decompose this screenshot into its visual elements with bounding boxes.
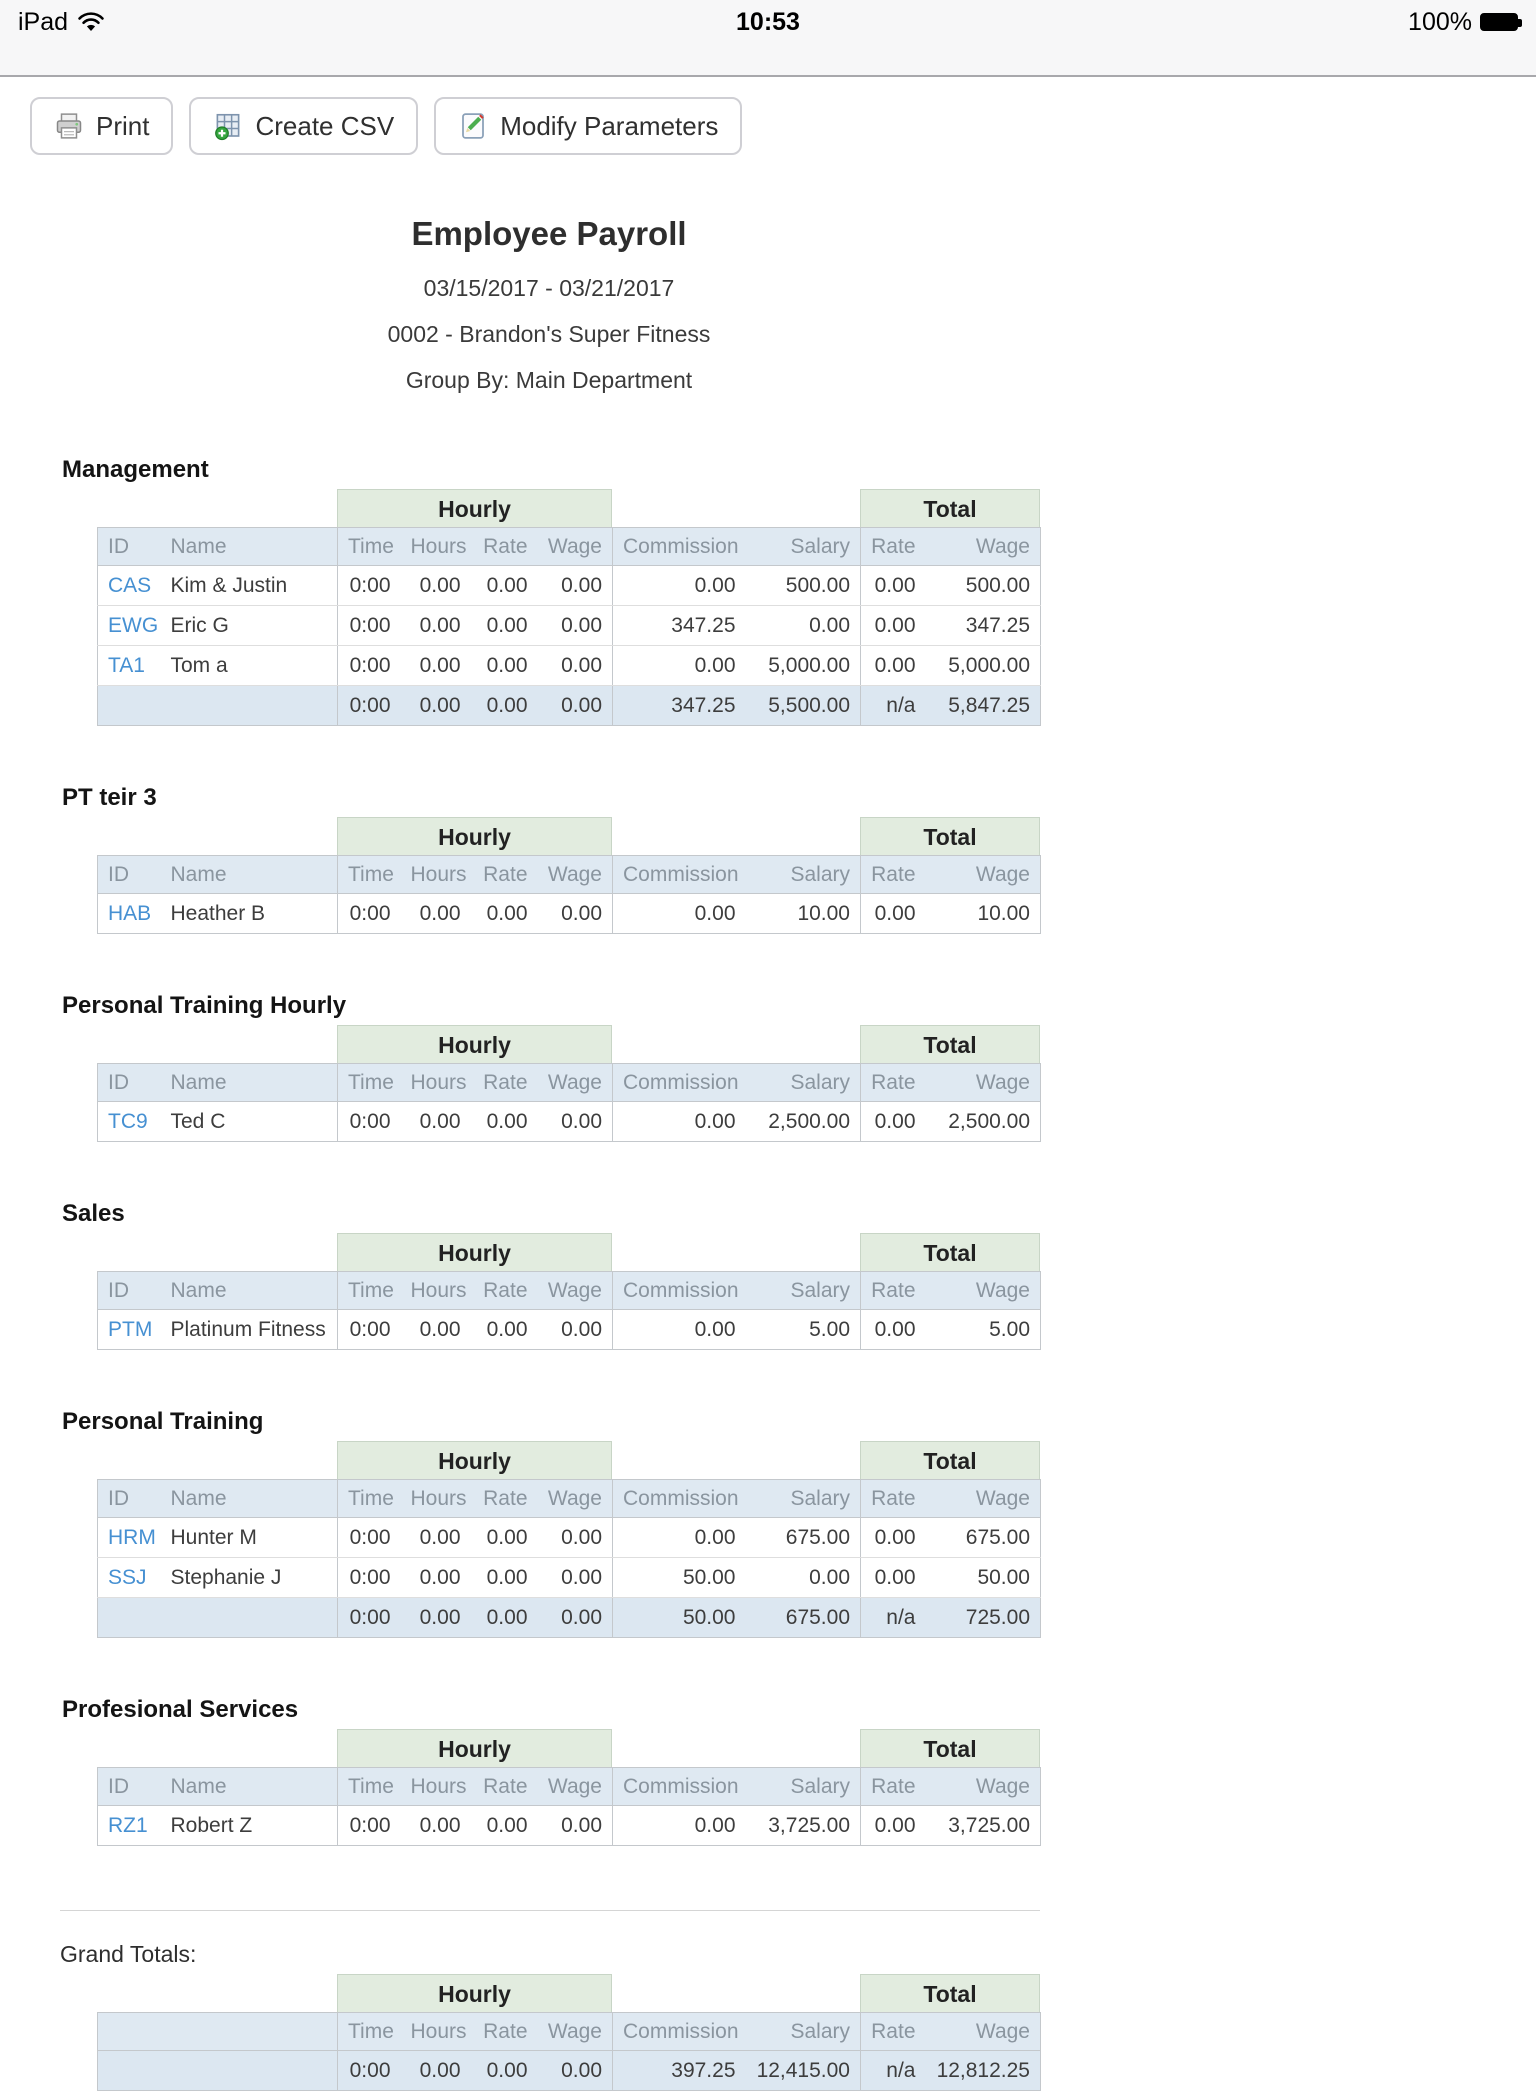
cell: 10.00 [926, 894, 1041, 934]
column-header: Salary [746, 1480, 861, 1518]
table-row [98, 1558, 1041, 1598]
print-button-label: Print [96, 110, 150, 141]
table-row [98, 646, 1041, 686]
cell: 5.00 [926, 1310, 1041, 1350]
cell: 0.00 [861, 1310, 926, 1350]
hourly-group-header: Hourly [337, 817, 612, 855]
cell: Platinum Fitness [161, 1310, 338, 1350]
group-header-band [97, 1025, 1040, 1063]
totals-row [98, 686, 1041, 726]
cell: 0.00 [471, 686, 538, 726]
modify-parameters-button[interactable] [434, 97, 742, 155]
section-title: Profesional Services [62, 1696, 299, 1723]
cell: 0:00 [338, 894, 401, 934]
cell: n/a [861, 1598, 926, 1638]
column-header: Time [338, 528, 401, 566]
cell: 0.00 [401, 894, 471, 934]
cell: 0.00 [861, 566, 926, 606]
cell: 0.00 [401, 606, 471, 646]
department-sections [60, 456, 1040, 1846]
cell: 0.00 [746, 1558, 861, 1598]
column-header: Hours [401, 1272, 471, 1310]
report-location: 0002 - Brandon's Super Fitness [387, 321, 711, 347]
column-header: Rate [471, 856, 538, 894]
cell: 500.00 [926, 566, 1041, 606]
column-header: Salary [746, 1272, 861, 1310]
cell: 675.00 [746, 1598, 861, 1638]
report-date-range: 03/15/2017 - 03/21/2017 [423, 275, 675, 301]
payroll-table [97, 855, 1041, 934]
column-header: ID [98, 856, 161, 894]
group-header-band [97, 489, 1040, 527]
grand-totals-divider [60, 1910, 1040, 1911]
battery-percent: 100% [1408, 7, 1472, 36]
column-header: ID [98, 1064, 161, 1102]
table-row [98, 1310, 1041, 1350]
column-header: Name [161, 856, 338, 894]
cell: 0.00 [471, 894, 538, 934]
cell: 0.00 [538, 1598, 613, 1638]
cell: 3,725.00 [746, 1806, 861, 1846]
printer-icon [54, 111, 84, 141]
column-header: Hours [401, 528, 471, 566]
table-row [98, 1102, 1041, 1142]
column-header: Salary [746, 1064, 861, 1102]
group-header-band [97, 1233, 1040, 1271]
cell: 0.00 [861, 894, 926, 934]
column-header: Rate [471, 2013, 538, 2051]
column-header: Rate [861, 2013, 926, 2051]
column-header: Rate [471, 1064, 538, 1102]
cell: 0.00 [471, 1558, 538, 1598]
payroll-table [97, 1479, 1041, 1638]
column-header-row [98, 1064, 1041, 1102]
cell: 3,725.00 [926, 1806, 1041, 1846]
cell: Hunter M [161, 1518, 338, 1558]
cell: 0.00 [538, 646, 613, 686]
cell: 0:00 [338, 566, 401, 606]
cell: 0.00 [471, 1102, 538, 1142]
cell: 0.00 [613, 894, 746, 934]
column-header: Hours [401, 856, 471, 894]
cell: 5,000.00 [746, 646, 861, 686]
column-header: Commission [613, 856, 746, 894]
column-header: ID [98, 528, 161, 566]
cell: 50.00 [926, 1558, 1041, 1598]
cell: 0.00 [471, 2051, 538, 2091]
column-header: Commission [613, 1768, 746, 1806]
cell: 0.00 [471, 1598, 538, 1638]
cell: 675.00 [746, 1518, 861, 1558]
total-group-header: Total [860, 1729, 1040, 1767]
cell: 0.00 [538, 686, 613, 726]
cell: 5,500.00 [746, 686, 861, 726]
column-header: Time [338, 1768, 401, 1806]
column-header: Time [338, 1272, 401, 1310]
column-header: Commission [613, 528, 746, 566]
cell: 397.25 [613, 2051, 746, 2091]
cell [98, 894, 161, 934]
cell [98, 646, 161, 686]
payroll-table [97, 1271, 1041, 1350]
column-header: Wage [926, 1768, 1041, 1806]
cell: 0:00 [338, 1310, 401, 1350]
total-group-header: Total [860, 817, 1040, 855]
cell [98, 1518, 161, 1558]
create-csv-button[interactable] [189, 97, 418, 155]
column-header: Rate [471, 1272, 538, 1310]
column-header-row [98, 1480, 1041, 1518]
create-csv-icon [213, 111, 243, 141]
section-title: Personal Training [62, 1408, 264, 1435]
cell: 5.00 [746, 1310, 861, 1350]
table-row [98, 1806, 1041, 1846]
column-header: Name [161, 1272, 338, 1310]
column-header: Salary [746, 528, 861, 566]
cell: 0.00 [538, 1558, 613, 1598]
column-header-row [98, 1272, 1041, 1310]
cell: 0.00 [471, 1310, 538, 1350]
group-header-band [97, 1729, 1040, 1767]
total-group-header: Total [860, 1974, 1040, 2012]
total-group-header: Total [860, 489, 1040, 527]
column-header: Time [338, 1064, 401, 1102]
cell: 347.25 [926, 606, 1041, 646]
edit-parameters-icon [458, 111, 488, 141]
department-section [60, 1696, 1040, 1846]
employee-id-link[interactable]: TA1 [108, 653, 145, 677]
department-section [60, 1200, 1040, 1350]
cell: 0:00 [338, 2051, 401, 2091]
column-header: Time [338, 856, 401, 894]
cell [98, 2051, 338, 2091]
cell: 0.00 [401, 566, 471, 606]
cell: 0.00 [471, 1806, 538, 1846]
department-section [60, 456, 1040, 726]
department-section [60, 992, 1040, 1142]
employee-id-link[interactable]: RZ1 [108, 1813, 148, 1837]
column-header: Wage [926, 1480, 1041, 1518]
cell: 0.00 [471, 606, 538, 646]
cell: 0:00 [338, 1558, 401, 1598]
payroll-table [97, 1063, 1041, 1142]
table-row [98, 1518, 1041, 1558]
cell: Stephanie J [161, 1558, 338, 1598]
employee-id-link[interactable]: EWG [108, 613, 159, 637]
cell: 0.00 [613, 646, 746, 686]
column-header: Wage [538, 528, 613, 566]
cell: 0.00 [401, 686, 471, 726]
column-header: Name [161, 1480, 338, 1518]
column-header: Hours [401, 1480, 471, 1518]
cell: 5,847.25 [926, 686, 1041, 726]
column-header: Commission [613, 1480, 746, 1518]
cell [161, 686, 338, 726]
column-header: Rate [861, 1272, 926, 1310]
cell: 0.00 [401, 2051, 471, 2091]
cell: 0.00 [613, 1102, 746, 1142]
column-header: Wage [926, 1064, 1041, 1102]
cell: 0.00 [746, 606, 861, 646]
column-header: Wage [538, 1768, 613, 1806]
column-header: ID [98, 1768, 161, 1806]
hourly-group-header: Hourly [337, 1441, 612, 1479]
cell: 12,812.25 [926, 2051, 1041, 2091]
column-header: Rate [861, 528, 926, 566]
modify-parameters-button-label: Modify Parameters [500, 110, 719, 141]
column-header: Name [161, 1064, 338, 1102]
cell: 0.00 [538, 894, 613, 934]
grand-totals-label: Grand Totals: [60, 1941, 197, 1967]
cell: 0.00 [861, 1558, 926, 1598]
column-header-row [98, 528, 1041, 566]
hourly-group-header: Hourly [337, 1974, 612, 2012]
column-header [98, 2013, 338, 2051]
hourly-group-header: Hourly [337, 489, 612, 527]
carrier-label: iPad [18, 7, 69, 36]
cell: 0.00 [861, 1102, 926, 1142]
cell: Ted C [161, 1102, 338, 1142]
column-header: Commission [613, 2013, 746, 2051]
cell: 0.00 [538, 606, 613, 646]
cell: 0.00 [401, 1598, 471, 1638]
column-header: Salary [746, 2013, 861, 2051]
cell [98, 686, 161, 726]
column-header: Wage [926, 2013, 1041, 2051]
status-bar [0, 0, 1536, 77]
cell: 0.00 [471, 646, 538, 686]
cell: 675.00 [926, 1518, 1041, 1558]
cell: 50.00 [613, 1558, 746, 1598]
employee-id-link[interactable]: PTM [108, 1317, 153, 1341]
employee-id-link[interactable]: HRM [108, 1525, 156, 1549]
cell: 500.00 [746, 566, 861, 606]
cell: Kim & Justin [161, 566, 338, 606]
column-header: Rate [471, 528, 538, 566]
cell: 725.00 [926, 1598, 1041, 1638]
report-body [0, 215, 1040, 2091]
print-button[interactable] [30, 97, 173, 155]
cell: 347.25 [613, 606, 746, 646]
hourly-group-header: Hourly [337, 1233, 612, 1271]
report-group-by: Group By: Main Department [405, 367, 693, 393]
table-row [98, 606, 1041, 646]
section-title: Sales [62, 1200, 125, 1227]
cell: 0.00 [401, 646, 471, 686]
column-header: Rate [861, 1768, 926, 1806]
table-row [98, 566, 1041, 606]
column-header: Wage [926, 856, 1041, 894]
column-header: Name [161, 528, 338, 566]
cell: 0.00 [613, 1518, 746, 1558]
cell: 12,415.00 [746, 2051, 861, 2091]
cell: n/a [861, 686, 926, 726]
employee-id-link[interactable]: SSJ [108, 1565, 147, 1589]
cell: 0.00 [538, 2051, 613, 2091]
cell [98, 566, 161, 606]
cell [98, 1558, 161, 1598]
table-row [98, 894, 1041, 934]
cell: 0.00 [401, 1806, 471, 1846]
cell: 0.00 [471, 566, 538, 606]
cell: 0.00 [613, 566, 746, 606]
cell: 0.00 [471, 1518, 538, 1558]
column-header: Wage [926, 528, 1041, 566]
column-header: Wage [538, 2013, 613, 2051]
create-csv-button-label: Create CSV [255, 110, 395, 141]
battery-icon [1480, 13, 1518, 31]
group-header-band [97, 817, 1040, 855]
grand-totals-row [98, 2051, 1041, 2091]
group-header-band [97, 1441, 1040, 1479]
cell: 0.00 [613, 1806, 746, 1846]
total-group-header: Total [860, 1025, 1040, 1063]
cell: 0.00 [538, 1518, 613, 1558]
cell: Heather B [161, 894, 338, 934]
cell: 0.00 [401, 1558, 471, 1598]
cell: 0.00 [861, 606, 926, 646]
cell [98, 1598, 161, 1638]
column-header: Rate [861, 856, 926, 894]
column-header-row [98, 1768, 1041, 1806]
column-header-row [98, 856, 1041, 894]
column-header: Wage [926, 1272, 1041, 1310]
cell: 0.00 [538, 1806, 613, 1846]
hourly-group-header: Hourly [337, 1729, 612, 1767]
cell: 2,500.00 [746, 1102, 861, 1142]
section-title: Personal Training Hourly [62, 992, 347, 1019]
cell: 10.00 [746, 894, 861, 934]
cell: 0.00 [861, 1518, 926, 1558]
column-header: Salary [746, 856, 861, 894]
employee-id-link[interactable]: TC9 [108, 1109, 148, 1133]
column-header: Rate [861, 1480, 926, 1518]
column-header: Rate [471, 1480, 538, 1518]
column-header: Rate [861, 1064, 926, 1102]
cell: Robert Z [161, 1806, 338, 1846]
payroll-table [97, 527, 1041, 726]
cell: 0.00 [538, 1310, 613, 1350]
cell: 0.00 [861, 646, 926, 686]
total-group-header: Total [860, 1441, 1040, 1479]
cell: 347.25 [613, 686, 746, 726]
cell: 0.00 [613, 1310, 746, 1350]
column-header: Hours [401, 1768, 471, 1806]
column-header: Salary [746, 1768, 861, 1806]
cell: 0:00 [338, 1518, 401, 1558]
column-header: Wage [538, 856, 613, 894]
cell [161, 1598, 338, 1638]
grand-totals-band [97, 1974, 1040, 2012]
cell: 0:00 [338, 606, 401, 646]
cell [98, 606, 161, 646]
column-header: Wage [538, 1272, 613, 1310]
column-header: Name [161, 1768, 338, 1806]
employee-id-link[interactable]: CAS [108, 573, 152, 597]
column-header: Hours [401, 2013, 471, 2051]
cell: 0.00 [538, 566, 613, 606]
cell: n/a [861, 2051, 926, 2091]
column-header: ID [98, 1272, 161, 1310]
column-header: Wage [538, 1064, 613, 1102]
cell: 0.00 [401, 1102, 471, 1142]
column-header: Time [338, 1480, 401, 1518]
cell: 0:00 [338, 1806, 401, 1846]
department-section [60, 1408, 1040, 1638]
report-title: Employee Payroll [411, 215, 687, 252]
grand-totals-table [97, 2012, 1041, 2091]
column-header: Rate [471, 1768, 538, 1806]
cell: 50.00 [613, 1598, 746, 1638]
totals-row [98, 1598, 1041, 1638]
cell [98, 1806, 161, 1846]
cell: 0.00 [401, 1518, 471, 1558]
cell: Tom a [161, 646, 338, 686]
total-group-header: Total [860, 1233, 1040, 1271]
cell: 2,500.00 [926, 1102, 1041, 1142]
payroll-table [97, 1767, 1041, 1846]
department-section [60, 784, 1040, 934]
cell: 5,000.00 [926, 646, 1041, 686]
cell: 0.00 [401, 1310, 471, 1350]
toolbar [30, 97, 1536, 155]
cell: 0:00 [338, 686, 401, 726]
cell: 0.00 [538, 1102, 613, 1142]
clock: 10:53 [736, 7, 800, 36]
column-header: Commission [613, 1064, 746, 1102]
hourly-group-header: Hourly [337, 1025, 612, 1063]
cell [98, 1102, 161, 1142]
employee-id-link[interactable]: HAB [108, 901, 152, 925]
column-header: Hours [401, 1064, 471, 1102]
column-header: Wage [538, 1480, 613, 1518]
section-title: PT teir 3 [62, 784, 157, 811]
column-header: Commission [613, 1272, 746, 1310]
cell: Eric G [161, 606, 338, 646]
cell: 0:00 [338, 1598, 401, 1638]
cell: 0.00 [861, 1806, 926, 1846]
column-header: Time [338, 2013, 401, 2051]
cell: 0:00 [338, 646, 401, 686]
column-header: ID [98, 1480, 161, 1518]
cell [98, 1310, 161, 1350]
section-title: Management [62, 456, 209, 483]
cell: 0:00 [338, 1102, 401, 1142]
